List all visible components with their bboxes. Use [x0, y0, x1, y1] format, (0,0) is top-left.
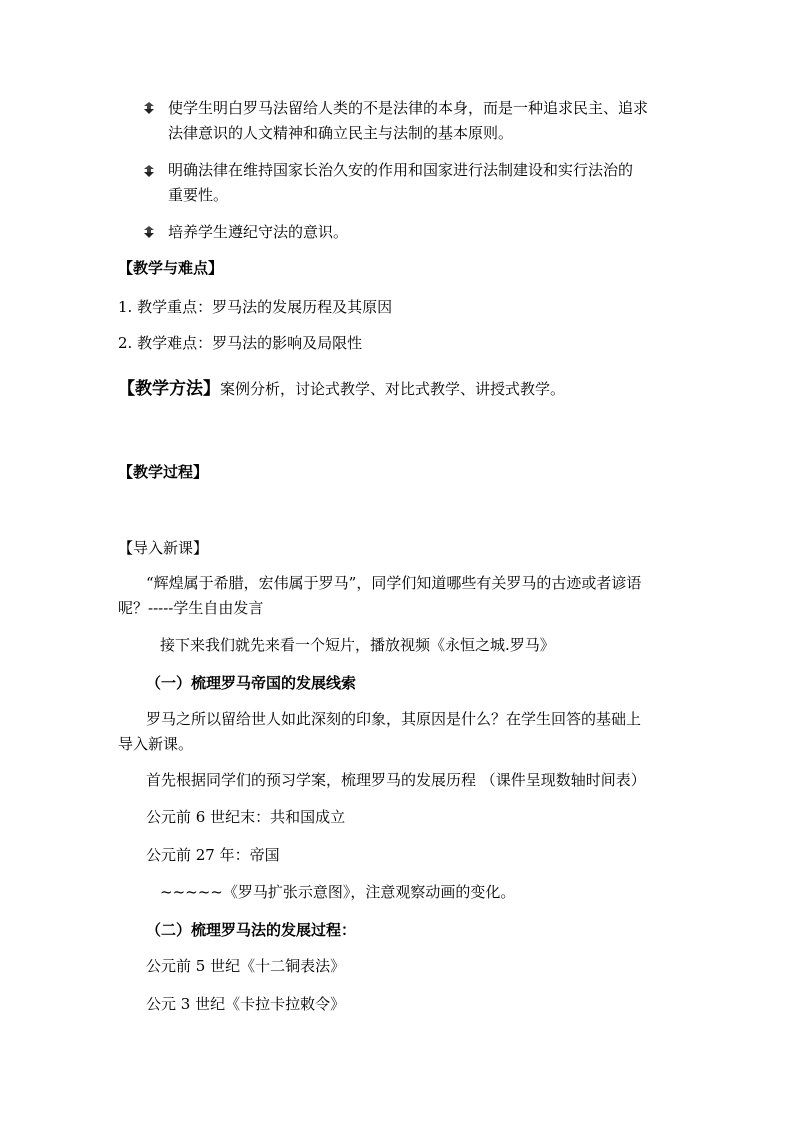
arrow-bullet-icon — [143, 225, 155, 239]
key-point-item: 2. 教学难点：罗马法的影响及局限性 — [118, 334, 363, 352]
intro-video-line: 接下来我们就先来看一个短片，播放视频《永恒之城.罗马》 — [160, 636, 555, 654]
section1-paragraph-line1: 罗马之所以留给世人如此深刻的印象，其原因是什么？在学生回答的基础上 — [146, 710, 642, 728]
section2-heading: （二）梳理罗马法的发展过程： — [146, 921, 357, 939]
law-entry: 公元 3 世纪《卡拉卡拉敕令》 — [146, 995, 346, 1013]
arrow-bullet-icon — [143, 101, 155, 115]
section1-paragraph-line2: 导入新课。 — [118, 735, 194, 753]
law-entry: 公元前 5 世纪《十二铜表法》 — [146, 957, 346, 975]
process-heading: 【教学过程】 — [118, 463, 209, 481]
intro-paragraph-line2: 呢？-----学生自由发言 — [118, 599, 264, 617]
timeline-entry: 公元前 6 世纪末：共和国成立 — [146, 808, 346, 826]
timeline-entry: 公元前 27 年：帝国 — [146, 846, 280, 864]
objective-2-line1: 明确法律在维持国家长治久安的作用和国家进行法制建设和实行法治的 — [168, 161, 634, 179]
teaching-methods — [118, 377, 565, 401]
key-points-heading: 【教学与难点】 — [118, 259, 224, 277]
objective-2-line2: 重要性。 — [168, 186, 229, 204]
section1-heading: （一）梳理罗马帝国的发展线索 — [146, 674, 357, 692]
methods-text: 案例分析，讨论式教学、对比式教学、讲授式教学。 — [220, 380, 566, 398]
arrow-bullet-icon — [143, 164, 155, 178]
methods-label: 【教学方法】 — [118, 379, 220, 399]
objective-3-line1: 培养学生遵纪守法的意识。 — [168, 223, 349, 241]
objective-1-line2: 法律意识的人文精神和确立民主与法制的基本原则。 — [168, 124, 514, 142]
section1-timeline-intro: 首先根据同学们的预习学案，梳理罗马的发展历程 （课件呈现数轴时间表） — [146, 771, 646, 789]
map-instruction: ~~~~~《罗马扩张示意图》，注意观察动画的变化。 — [160, 883, 516, 901]
intro-paragraph-line1: “辉煌属于希腊，宏伟属于罗马”，同学们知道哪些有关罗马的古迹或者谚语 — [146, 574, 642, 592]
objective-1-line1: 使学生明白罗马法留给人类的不是法律的本身，而是一种追求民主、追求 — [168, 99, 649, 117]
key-point-item: 1. 教学重点：罗马法的发展历程及其原因 — [118, 298, 393, 316]
intro-heading: 【导入新课】 — [118, 539, 209, 557]
